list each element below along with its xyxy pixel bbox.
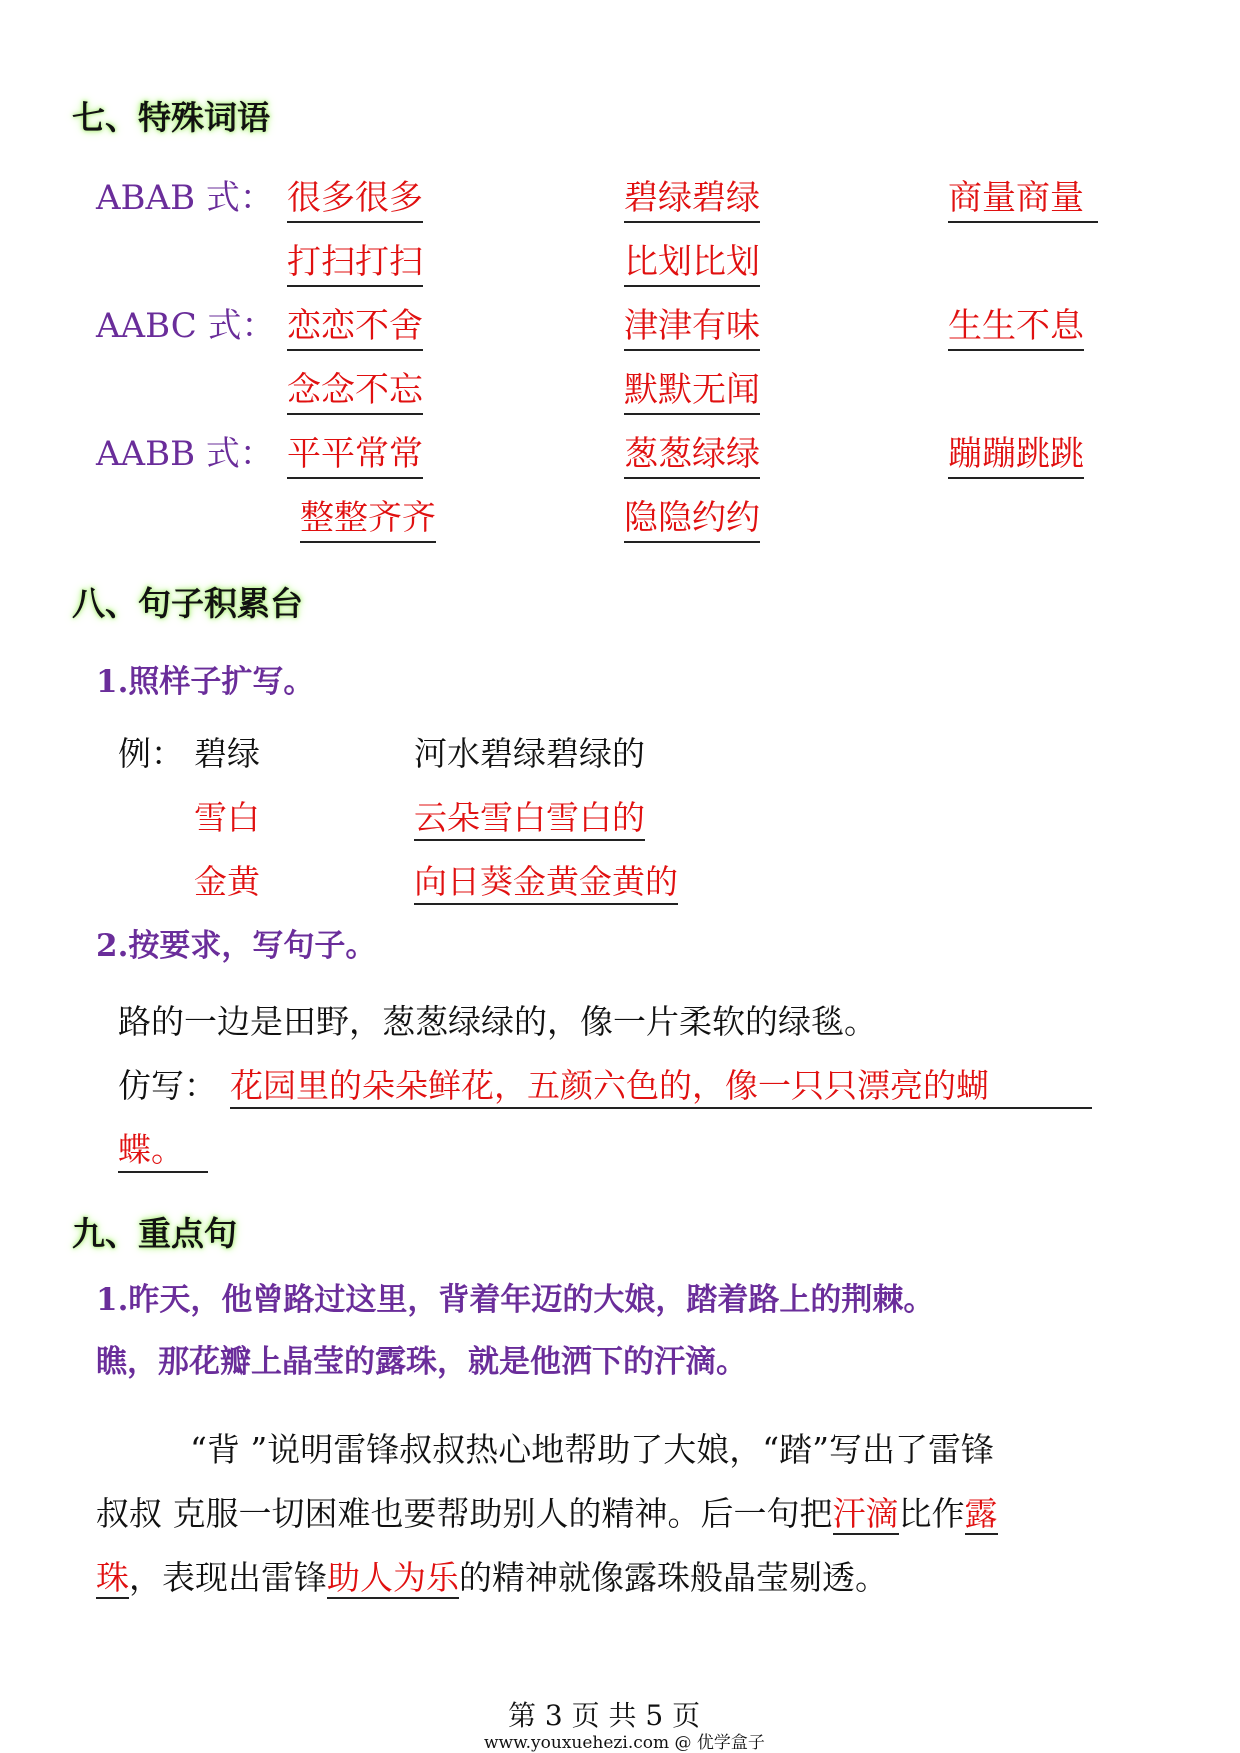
model-sentence: 路的一边是田野，葱葱绿绿的，像一片柔软的绿毯。 (118, 1002, 877, 1041)
imitate-label: 仿写： (118, 1066, 217, 1105)
section-9-title: 九、重点句 (72, 1214, 237, 1253)
word-abab-2: 碧绿碧绿 (624, 170, 760, 223)
example-label: 例： (118, 734, 184, 773)
pattern-aabc-label: AABC 式： (96, 306, 276, 346)
imitate-answer-line-2: 蝶。 (118, 1124, 208, 1173)
expand-word-2: 金黄 (194, 862, 260, 901)
section-8-title: 八、句子积累台 (72, 584, 303, 623)
explanation-text: ，表现出雷锋 (129, 1558, 327, 1597)
keyword-helping-others: 助人为乐 (327, 1558, 459, 1597)
word-aabc-4: 念念不忘 (287, 362, 423, 415)
word-aabc-2: 津津有味 (624, 298, 760, 351)
explanation-line-1: “背 ”说明雷锋叔叔热心地帮助了大娘，“踏”写出了雷锋 (190, 1430, 994, 1469)
word-aabb-3: 蹦蹦跳跳 (948, 426, 1084, 479)
key-sentence-line-2: 瞧，那花瓣上晶莹的露珠，就是他洒下的汗滴。 (96, 1344, 747, 1380)
word-aabc-5: 默默无闻 (624, 362, 760, 415)
word-aabb-2: 葱葱绿绿 (624, 426, 760, 479)
pattern-abab-label: ABAB 式： (96, 178, 274, 218)
explanation-text: 比作 (898, 1494, 965, 1533)
word-aabb-1: 平平常常 (287, 426, 423, 479)
explanation-line-3 (96, 1552, 888, 1599)
explanation-text: 的精神就像露珠般晶莹剔透。 (459, 1558, 888, 1597)
word-abab-4: 打扫打扫 (287, 234, 423, 287)
expand-word-1: 雪白 (194, 798, 260, 837)
word-abab-1: 很多很多 (287, 170, 423, 223)
word-aabb-4: 整整齐齐 (300, 490, 436, 543)
key-sentence-line-1: 1.昨天，他曾路过这里，背着年迈的大娘，踏着路上的荆棘。 (96, 1282, 935, 1318)
expand-answer-2: 向日葵金黄金黄的 (414, 856, 678, 905)
word-aabb-5: 隐隐约约 (624, 490, 760, 543)
keyword-dew-part-2: 珠 (96, 1558, 129, 1597)
explanation-line-2 (96, 1488, 998, 1535)
word-abab-5: 比划比划 (624, 234, 760, 287)
section-7-title: 七、特殊词语 (72, 98, 270, 137)
explanation-text: 叔叔 克服一切困难也要帮助别人的精神。后一句把 (96, 1494, 833, 1533)
pattern-aabb-label: AABB 式： (96, 434, 274, 474)
example-phrase: 河水碧绿碧绿的 (414, 734, 645, 773)
word-aabc-1: 恋恋不舍 (287, 298, 423, 351)
expand-answer-1: 云朵雪白雪白的 (414, 792, 645, 841)
keyword-dew-part-1: 露 (964, 1494, 998, 1533)
keyword-sweat: 汗滴 (832, 1494, 899, 1533)
imitate-answer-line-1: 花园里的朵朵鲜花，五颜六色的，像一只只漂亮的蝴 (230, 1060, 1092, 1109)
word-aabc-3: 生生不息 (948, 298, 1084, 351)
example-word: 碧绿 (194, 734, 260, 773)
word-abab-3: 商量商量 (948, 170, 1098, 223)
page-number: 第 3 页 共 5 页 (508, 1699, 701, 1732)
question-2-title: 2.按要求，写句子。 (96, 928, 377, 964)
question-1-title: 1.照样子扩写。 (96, 664, 315, 700)
footer-watermark: www.youxuehezi.com @ 优学盒子 (484, 1733, 765, 1753)
